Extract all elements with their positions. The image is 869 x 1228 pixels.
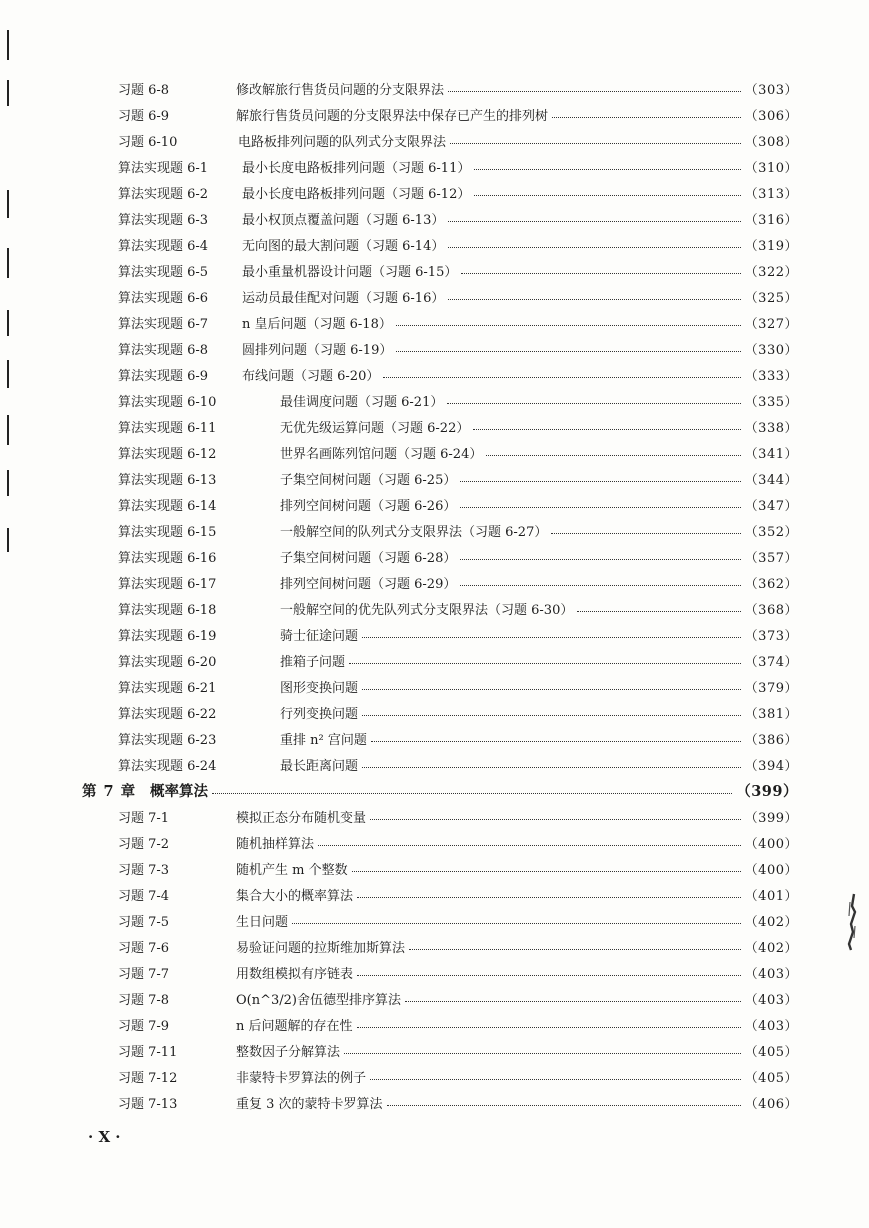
dot-leader — [396, 313, 741, 326]
toc-entry-number: 习题 6-8 — [118, 82, 170, 98]
toc-entry — [118, 624, 798, 644]
toc-entry-page: （362） — [744, 576, 798, 592]
toc-entry-number: 习题 7-7 — [118, 966, 170, 982]
toc-entry-number: 算法实现题 6-1 — [118, 160, 209, 176]
dot-leader — [460, 547, 740, 560]
toc-entry-title: 子集空间树问题（习题 6-28） — [280, 550, 457, 566]
toc-entry-number: 算法实现题 6-7 — [118, 316, 209, 332]
toc-entry — [118, 442, 798, 462]
toc-entry-number: 算法实现题 6-20 — [118, 654, 217, 670]
toc-entry-page: （402） — [744, 914, 798, 930]
toc-chapter-heading — [82, 780, 798, 800]
toc-entry-page: （403） — [744, 1018, 798, 1034]
toc-entry — [118, 546, 798, 566]
dot-leader — [551, 521, 740, 534]
toc-entry-number: 算法实现题 6-4 — [118, 238, 209, 254]
toc-entry-page: （316） — [744, 212, 798, 228]
toc-entry-number: 算法实现题 6-22 — [118, 706, 217, 722]
toc-entry-title: 推箱子问题 — [280, 654, 346, 670]
toc-entry-page: （379） — [744, 680, 798, 696]
toc-entry-page: （330） — [744, 342, 798, 358]
dot-leader — [349, 651, 741, 664]
toc-entry — [118, 1066, 798, 1086]
dot-leader — [357, 885, 741, 898]
toc-entry-title: 排列空间树问题（习题 6-26） — [280, 498, 457, 514]
toc-entry-number: 算法实现题 6-23 — [118, 732, 217, 748]
toc-entry-title: 集合大小的概率算法 — [236, 888, 354, 904]
toc-entry-number: 习题 7-5 — [118, 914, 170, 930]
toc-entry-page: （357） — [744, 550, 798, 566]
dot-leader — [371, 729, 741, 742]
toc-entry-number: 算法实现题 6-3 — [118, 212, 209, 228]
toc-entry — [118, 650, 798, 670]
toc-entry-number: 算法实现题 6-16 — [118, 550, 217, 566]
toc-entry-title: 模拟正态分布随机变量 — [236, 810, 367, 826]
toc-entry-number: 习题 7-1 — [118, 810, 170, 826]
dot-leader — [448, 235, 740, 248]
toc-entry-title: 图形变换问题 — [280, 680, 359, 696]
toc-entry-title: 非蒙特卡罗算法的例子 — [236, 1070, 367, 1086]
dot-leader — [370, 807, 741, 820]
toc-entry — [118, 182, 798, 202]
toc-entry-number: 算法实现题 6-18 — [118, 602, 217, 618]
toc-entry-page: （319） — [744, 238, 798, 254]
toc-entry-title: 最长距离问题 — [280, 758, 359, 774]
toc-entry-number: 算法实现题 6-24 — [118, 758, 217, 774]
toc-entry — [118, 1014, 798, 1034]
dot-leader — [552, 105, 741, 118]
toc-entry-title: 电路板排列问题的队列式分支限界法 — [238, 134, 447, 150]
toc-entry-page: （400） — [744, 862, 798, 878]
dot-leader — [362, 755, 741, 768]
toc-entry-page: （338） — [744, 420, 798, 436]
toc-entry-title: 随机抽样算法 — [236, 836, 315, 852]
toc-entry — [118, 962, 798, 982]
toc-entry — [118, 104, 798, 124]
toc-entry — [118, 884, 798, 904]
toc-entry-title: 无优先级运算问题（习题 6-22） — [280, 420, 470, 436]
toc-entry-title: 一般解空间的优先队列式分支限界法（习题 6-30） — [280, 602, 574, 618]
toc-entry-page: （352） — [744, 524, 798, 540]
toc-entry-title: 易验证问题的拉斯维加斯算法 — [236, 940, 406, 956]
toc-entry-page: （400） — [744, 836, 798, 852]
dot-leader — [460, 573, 740, 586]
dot-leader — [387, 1093, 741, 1106]
toc-entry-title: 子集空间树问题（习题 6-25） — [280, 472, 457, 488]
toc-entry-title: 修改解旅行售货员问题的分支限界法 — [236, 82, 445, 98]
toc-entry-title: 重复 3 次的蒙特卡罗算法 — [236, 1096, 383, 1112]
toc-entry-title: 最佳调度问题（习题 6-21） — [280, 394, 444, 410]
dot-leader — [405, 989, 741, 1002]
toc-entry-number: 习题 7-4 — [118, 888, 170, 904]
toc-entry — [118, 754, 798, 774]
toc-entry-title: 世界名画陈列馆问题（习题 6-24） — [280, 446, 483, 462]
toc-entry-title: 整数因子分解算法 — [236, 1044, 341, 1060]
toc-entry — [118, 1092, 798, 1112]
toc-entry — [118, 312, 798, 332]
dot-leader — [318, 833, 741, 846]
dot-leader — [357, 1015, 741, 1028]
toc-entry-number: 算法实现题 6-5 — [118, 264, 209, 280]
toc-entry-title: 生日问题 — [236, 914, 289, 930]
toc-entry — [118, 468, 798, 488]
dot-leader — [362, 703, 741, 716]
toc-entry — [118, 806, 798, 826]
toc-entry-page: （327） — [744, 316, 798, 332]
toc-entry-number: 习题 7-6 — [118, 940, 170, 956]
dot-leader — [474, 157, 740, 170]
toc-entry — [118, 936, 798, 956]
dot-leader — [357, 963, 741, 976]
dot-leader — [383, 365, 740, 378]
dot-leader — [362, 677, 741, 690]
toc-entry-number: 算法实现题 6-10 — [118, 394, 217, 410]
toc-entry-page: （405） — [744, 1044, 798, 1060]
toc-entry-number: 算法实现题 6-21 — [118, 680, 217, 696]
toc-entry — [118, 1040, 798, 1060]
toc-entry-page: （399） — [736, 782, 798, 800]
dot-leader — [461, 261, 740, 274]
dot-leader — [448, 79, 741, 92]
toc-entry-page: （303） — [744, 82, 798, 98]
toc-entry-page: （335） — [744, 394, 798, 410]
toc-entry — [118, 286, 798, 306]
dot-leader — [212, 781, 732, 794]
toc-entry-number: 习题 7-9 — [118, 1018, 170, 1034]
toc-entry-number: 算法实现题 6-15 — [118, 524, 217, 540]
toc-entry-number: 算法实现题 6-11 — [118, 420, 217, 436]
toc-entry-number: 习题 7-2 — [118, 836, 170, 852]
dot-leader — [352, 859, 741, 872]
dot-leader — [292, 911, 741, 924]
toc-entry-number: 算法实现题 6-12 — [118, 446, 217, 462]
toc-entry-page: （401） — [744, 888, 798, 904]
toc-entry-number: 习题 6-10 — [118, 134, 178, 150]
toc-entry — [118, 494, 798, 514]
toc-entry-title: 最小权顶点覆盖问题（习题 6-13） — [242, 212, 445, 228]
toc-entry-page: （344） — [744, 472, 798, 488]
toc-entry-title: 布线问题（习题 6-20） — [242, 368, 380, 384]
toc-entry-title: 运动员最佳配对问题（习题 6-16） — [242, 290, 445, 306]
toc-entry-number: 算法实现题 6-14 — [118, 498, 217, 514]
toc-entry-page: （341） — [744, 446, 798, 462]
toc-entry-page: （402） — [744, 940, 798, 956]
dot-leader — [450, 131, 741, 144]
dot-leader — [396, 339, 740, 352]
toc-entry-page: （373） — [744, 628, 798, 644]
toc-entry-page: （322） — [744, 264, 798, 280]
toc-entry-page: （399） — [744, 810, 798, 826]
dot-leader — [486, 443, 740, 456]
toc-entry — [118, 156, 798, 176]
toc-entry-number: 算法实现题 6-17 — [118, 576, 217, 592]
toc-entry-page: （403） — [744, 966, 798, 982]
toc-entry-title: 骑士征途问题 — [280, 628, 359, 644]
toc-entry-title: n 后问题解的存在性 — [236, 1018, 353, 1034]
toc-entry-title: 最小长度电路板排列问题（习题 6-12） — [242, 186, 471, 202]
dot-leader — [448, 287, 740, 300]
toc-entry-number: 习题 7-12 — [118, 1070, 178, 1086]
toc-entry-number: 算法实现题 6-19 — [118, 628, 217, 644]
toc-entry-page: （394） — [744, 758, 798, 774]
dot-leader — [577, 599, 740, 612]
toc-entry-title: 最小重量机器设计问题（习题 6-15） — [242, 264, 458, 280]
toc-entry-title: 行列变换问题 — [280, 706, 359, 722]
toc-entry-number: 习题 7-8 — [118, 992, 170, 1008]
toc-entry-title: 随机产生 m 个整数 — [236, 862, 348, 878]
toc-entry-page: （308） — [744, 134, 798, 150]
toc-entry-number: 算法实现题 6-13 — [118, 472, 217, 488]
toc-entry-number: 第 7 章 — [82, 782, 137, 800]
toc-entry-number: 习题 7-13 — [118, 1096, 178, 1112]
dot-leader — [448, 209, 740, 222]
toc-entry — [118, 130, 798, 150]
dot-leader — [344, 1041, 741, 1054]
toc-entry-number: 习题 6-9 — [118, 108, 170, 124]
toc-entry-page: （368） — [744, 602, 798, 618]
toc-entry-page: （374） — [744, 654, 798, 670]
toc-entry-page: （347） — [744, 498, 798, 514]
toc-entry — [118, 338, 798, 358]
dot-leader — [460, 495, 740, 508]
dot-leader — [474, 183, 740, 196]
toc-entry — [118, 598, 798, 618]
toc-entry — [118, 390, 798, 410]
toc-entry-page: （306） — [744, 108, 798, 124]
toc-entry — [118, 364, 798, 384]
toc-entry — [118, 572, 798, 592]
toc-entry-page: （386） — [744, 732, 798, 748]
toc-entry — [118, 910, 798, 930]
toc-entry — [118, 78, 798, 98]
toc-entry-page: （325） — [744, 290, 798, 306]
toc-entry — [118, 234, 798, 254]
toc-entry-number: 算法实现题 6-8 — [118, 342, 209, 358]
toc-entry — [118, 676, 798, 696]
toc-entry — [118, 988, 798, 1008]
toc-entry-number: 算法实现题 6-6 — [118, 290, 209, 306]
toc-entry-number: 算法实现题 6-2 — [118, 186, 209, 202]
toc-entry — [118, 416, 798, 436]
toc-entry — [118, 260, 798, 280]
toc-entry-page: （405） — [744, 1070, 798, 1086]
dot-leader — [370, 1067, 741, 1080]
toc-entry-page: （403） — [744, 992, 798, 1008]
toc-entry — [118, 702, 798, 722]
toc-entry-title: 解旅行售货员问题的分支限界法中保存已产生的排列树 — [236, 108, 549, 124]
dot-leader — [460, 469, 740, 482]
dot-leader — [447, 391, 740, 404]
toc-entry — [118, 520, 798, 540]
toc-entry-number: 算法实现题 6-9 — [118, 368, 209, 384]
toc-entry-title: 概率算法 — [150, 782, 208, 800]
toc-entry-page: （310） — [744, 160, 798, 176]
toc-entry-number: 习题 7-11 — [118, 1044, 178, 1060]
toc-entry-page: （313） — [744, 186, 798, 202]
toc-entry — [118, 832, 798, 852]
toc-entry — [118, 858, 798, 878]
toc-entry-page: （381） — [744, 706, 798, 722]
toc-entry — [118, 208, 798, 228]
toc-entry-title: 用数组模拟有序链表 — [236, 966, 354, 982]
toc-entry-page: （406） — [744, 1096, 798, 1112]
page-folio: · X · — [88, 1128, 121, 1146]
toc-entry-title: n 皇后问题（习题 6-18） — [242, 316, 392, 332]
toc-entry-title: 重排 n² 宫问题 — [280, 732, 367, 748]
toc-entry — [118, 728, 798, 748]
toc-entry-title: O(n^3/2)舍伍德型排序算法 — [236, 992, 401, 1008]
dot-leader — [362, 625, 741, 638]
toc-entry-title: 一般解空间的队列式分支限界法（习题 6-27） — [280, 524, 548, 540]
dot-leader — [473, 417, 740, 430]
toc-entry-title: 圆排列问题（习题 6-19） — [242, 342, 393, 358]
dot-leader — [409, 937, 741, 950]
toc-entry-page: （333） — [744, 368, 798, 384]
toc-entry-number: 习题 7-3 — [118, 862, 170, 878]
toc-entry-title: 排列空间树问题（习题 6-29） — [280, 576, 457, 592]
toc-entry-title: 无向图的最大割问题（习题 6-14） — [242, 238, 445, 254]
toc-entry-title: 最小长度电路板排列问题（习题 6-11） — [242, 160, 471, 176]
